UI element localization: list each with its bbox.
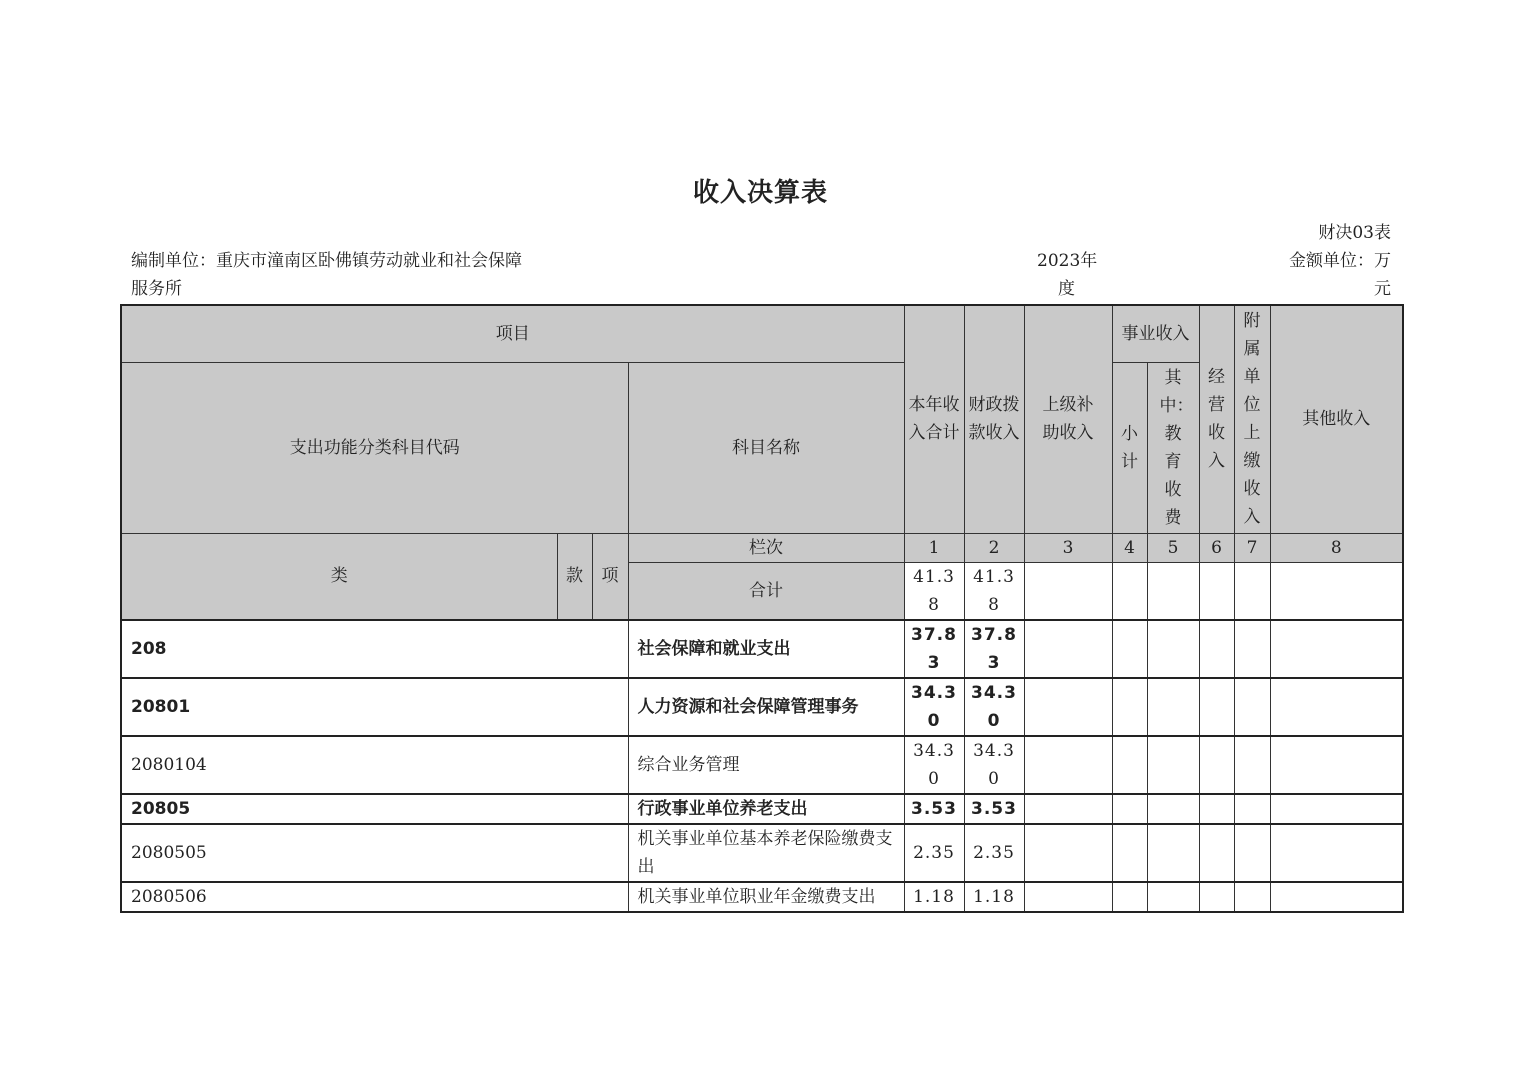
header-item: 项目 (121, 305, 904, 362)
form-code: 财决03表 (1318, 223, 1391, 243)
table-row (121, 824, 1403, 882)
column-number: 6 (1199, 533, 1234, 562)
column-number: 8 (1270, 533, 1403, 562)
row-fiscal: 3.53 (964, 794, 1024, 824)
row-name: 机关事业单位职业年金缴费支出 (628, 882, 904, 912)
header-education: 其中：教育收费 (1147, 362, 1199, 533)
table-row (121, 882, 1403, 912)
empty-cell (1147, 562, 1199, 620)
row-fiscal: 37.83 (964, 620, 1024, 678)
row-name: 人力资源和社会保障管理事务 (628, 678, 904, 736)
column-number: 4 (1112, 533, 1147, 562)
empty-cell (1234, 562, 1270, 620)
year-label-line2: 度 (1058, 279, 1075, 299)
header-affiliated: 附属单位上缴收入 (1234, 305, 1270, 533)
row-code: 20805 (121, 794, 628, 824)
row-total: 1.18 (904, 882, 964, 912)
empty-cell (1112, 562, 1147, 620)
table-row (121, 620, 1403, 678)
row-total: 2.35 (904, 824, 964, 882)
table-row (121, 794, 1403, 824)
row-code: 208 (121, 620, 628, 678)
empty-cell (1270, 562, 1403, 620)
row-code: 20801 (121, 678, 628, 736)
header-subtotal: 小计 (1112, 362, 1147, 533)
header-name: 科目名称 (628, 362, 904, 533)
unit-label-line1: 编制单位：重庆市潼南区卧佛镇劳动就业和社会保障 (131, 251, 522, 271)
table-row (121, 736, 1403, 794)
row-code: 2080505 (121, 824, 628, 882)
row-total: 37.83 (904, 620, 964, 678)
column-number: 1 (904, 533, 964, 562)
amount-unit-line2: 元 (1374, 279, 1391, 299)
amount-unit-line1: 金额单位：万 (1289, 251, 1391, 271)
header-business: 事业收入 (1112, 305, 1199, 362)
column-number: 5 (1147, 533, 1199, 562)
header-column-no: 栏次 (628, 533, 904, 562)
row-fiscal: 1.18 (964, 882, 1024, 912)
column-number: 3 (1024, 533, 1112, 562)
sum-fiscal: 41.38 (964, 562, 1024, 620)
table-row (121, 678, 1403, 736)
header-sum: 合计 (628, 562, 904, 620)
header-xiang: 项 (592, 533, 628, 620)
page-title: 收入决算表 (692, 178, 828, 208)
header-kuan: 款 (557, 533, 592, 620)
row-total: 34.30 (904, 736, 964, 794)
header-fiscal: 财政拨款收入 (964, 305, 1024, 533)
row-name: 综合业务管理 (628, 736, 904, 794)
row-name: 行政事业单位养老支出 (628, 794, 904, 824)
column-number: 2 (964, 533, 1024, 562)
income-report-table (120, 304, 1404, 913)
header-total: 本年收入合计 (904, 305, 964, 533)
header-superior: 上级补助收入 (1024, 305, 1112, 533)
sum-total: 41.38 (904, 562, 964, 620)
header-other: 其他收入 (1270, 305, 1403, 533)
row-fiscal: 34.30 (964, 736, 1024, 794)
unit-label-line2: 服务所 (131, 279, 182, 299)
row-name: 社会保障和就业支出 (628, 620, 904, 678)
empty-cell (1199, 562, 1234, 620)
row-total: 34.30 (904, 678, 964, 736)
empty-cell (1024, 562, 1112, 620)
row-name: 机关事业单位基本养老保险缴费支出 (628, 824, 904, 882)
year-label-line1: 2023年 (1037, 251, 1098, 271)
row-fiscal: 2.35 (964, 824, 1024, 882)
column-number: 7 (1234, 533, 1270, 562)
header-operating: 经营收入 (1199, 305, 1234, 533)
row-fiscal: 34.30 (964, 678, 1024, 736)
header-lei: 类 (121, 533, 557, 620)
row-code: 2080506 (121, 882, 628, 912)
row-code: 2080104 (121, 736, 628, 794)
header-code: 支出功能分类科目代码 (121, 362, 628, 533)
row-total: 3.53 (904, 794, 964, 824)
